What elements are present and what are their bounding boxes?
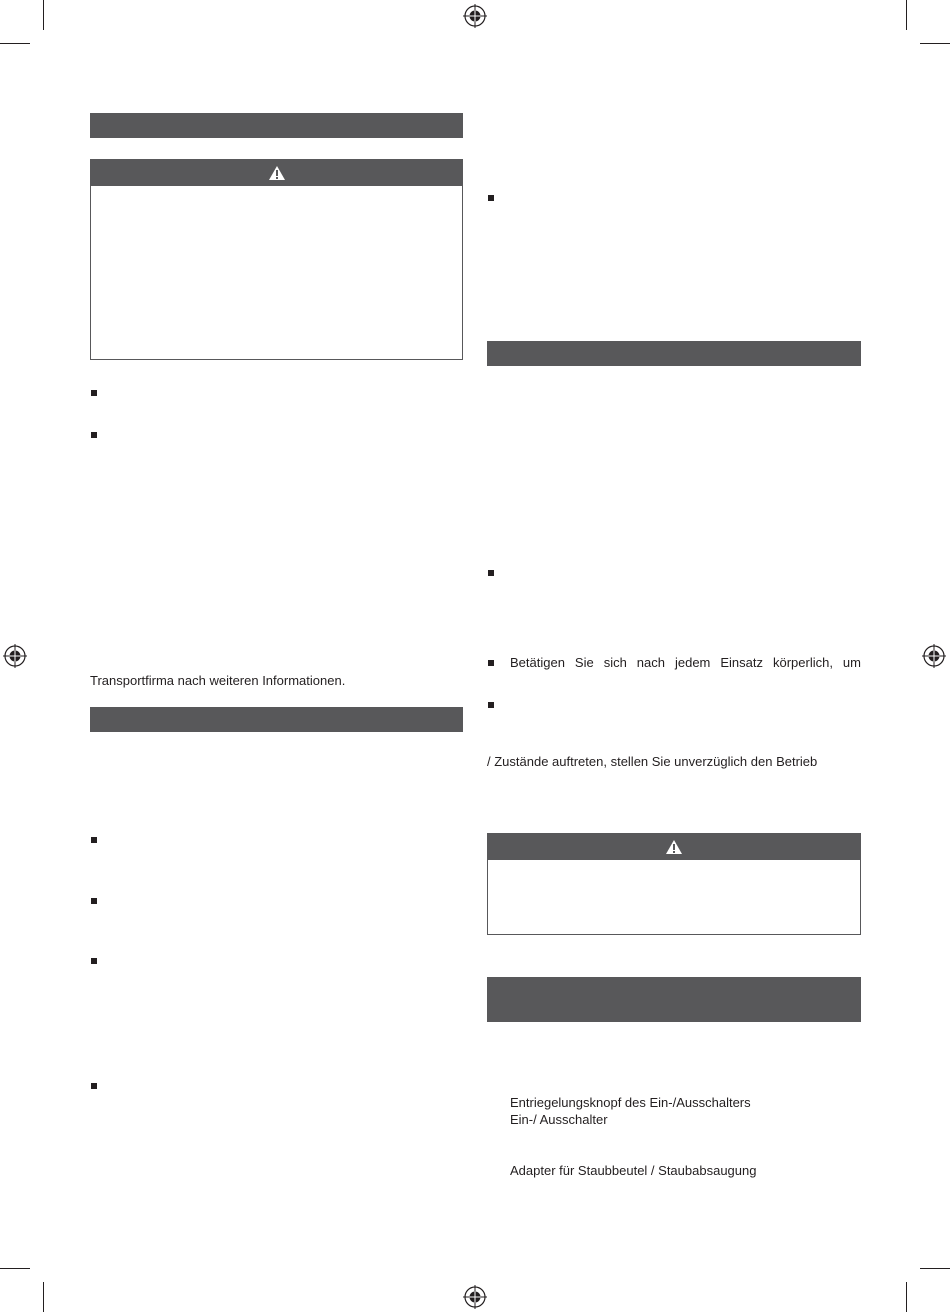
list-bullet [91,837,97,843]
registration-mark-icon [463,1285,487,1309]
list-bullet [488,195,494,201]
list-bullet [91,390,97,396]
part-list-item: Adapter für Staubbeutel / Staubabsaugung [510,1163,757,1178]
crop-mark [906,1282,907,1312]
part-list-item: Entriegelungsknopf des Ein-/Ausschalters [510,1095,751,1110]
crop-mark [0,43,30,44]
list-bullet [91,898,97,904]
crop-mark [920,43,950,44]
crop-mark [43,1282,44,1312]
crop-mark [920,1268,950,1269]
warning-triangle-icon [665,839,683,855]
list-bullet [91,432,97,438]
section-header-bar [90,113,463,138]
body-text-line: / Zustände auftreten, stellen Sie unverzüglich den Betrieb [487,754,818,769]
list-bullet [488,570,494,576]
section-header-bar [487,341,861,366]
part-list-item: Ein-/ Ausschalter [510,1112,608,1127]
warning-header [91,160,462,186]
section-header-bar [487,977,861,1022]
warning-triangle-icon [268,165,286,181]
list-bullet [488,702,494,708]
registration-mark-icon [3,644,27,668]
body-text-line: Transportfirma nach weiteren Informationen. [90,673,346,688]
section-header-bar [90,707,463,732]
body-text-line: Betätigen Sie sich nach jedem Einsatz körperlich, um [510,655,861,670]
list-bullet [91,1083,97,1089]
crop-mark [43,0,44,30]
list-bullet [91,958,97,964]
list-bullet [488,660,494,666]
registration-mark-icon [922,644,946,668]
crop-mark [906,0,907,30]
registration-mark-icon [463,4,487,28]
crop-mark [0,1268,30,1269]
warning-box [90,159,463,360]
warning-header [488,834,860,860]
warning-box [487,833,861,935]
